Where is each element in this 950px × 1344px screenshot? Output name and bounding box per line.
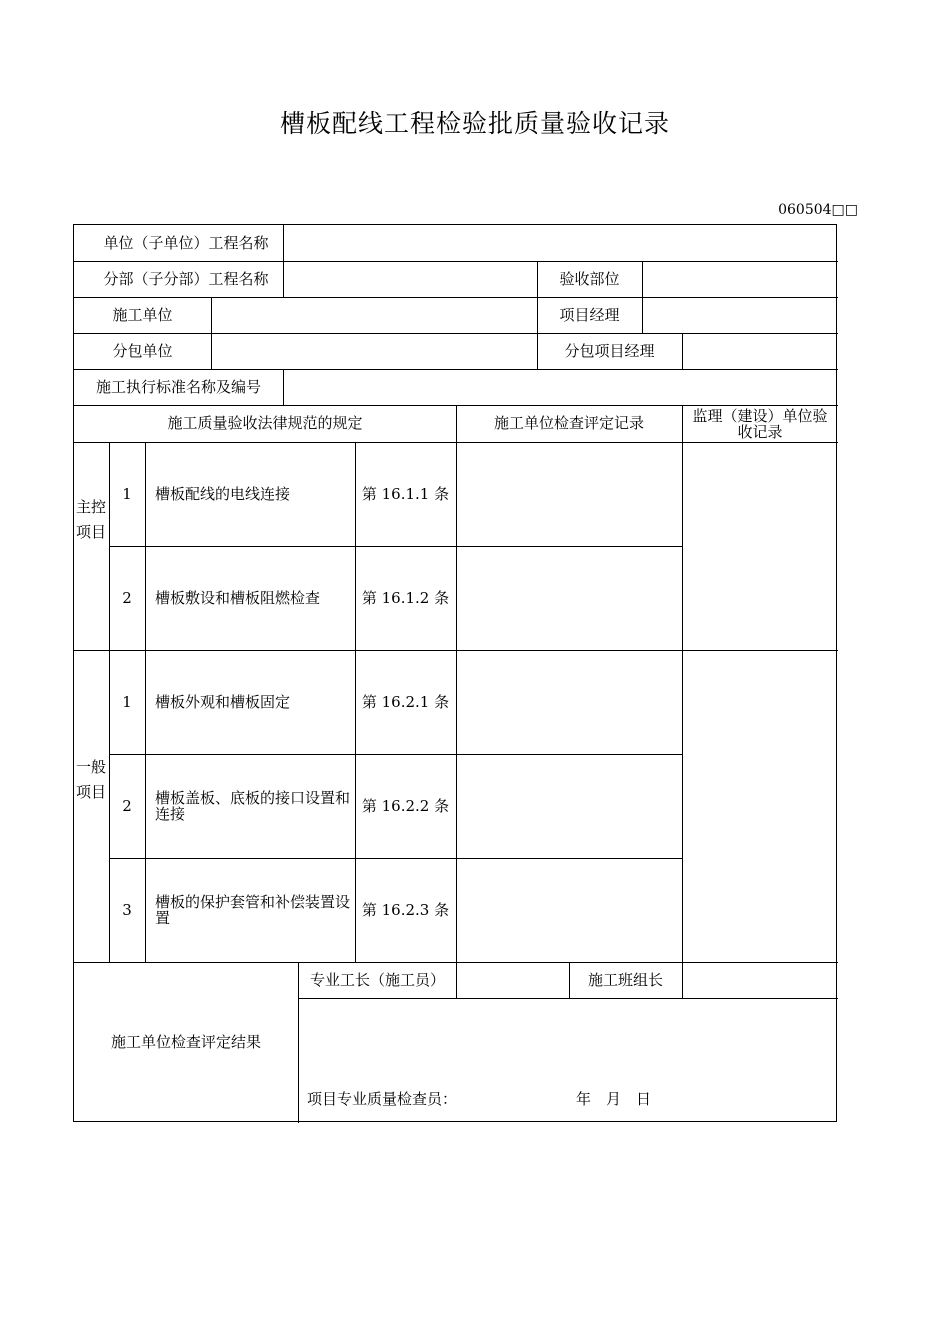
supervisor-record-column-header: 监理（建设）单位验收记录 [692, 406, 828, 441]
constructor-label: 施工单位 [112, 305, 173, 324]
main-item-no: 1 [122, 484, 132, 503]
team-leader-field[interactable] [689, 962, 835, 998]
inspection-form [73, 224, 837, 1122]
constructor-record-column-header: 施工单位检查评定记录 [493, 414, 644, 432]
general-item-name: 槽板盖板、底板的接口设置和连接 [155, 789, 351, 823]
constructor-field[interactable] [218, 297, 530, 333]
regulation-column-header: 施工质量验收法律规范的规定 [167, 414, 363, 432]
division-project-label: 分部（子分部）工程名称 [103, 269, 269, 288]
sub-project-manager-label: 分包项目经理 [564, 341, 655, 360]
main-item-record[interactable] [462, 546, 678, 650]
main-item-clause: 第 16.1.1 条 [361, 484, 450, 503]
general-item-no: 2 [122, 796, 132, 815]
form-code: 060504□□ [778, 202, 858, 218]
unit-project-field[interactable] [290, 225, 830, 261]
team-leader-label: 施工班组长 [587, 970, 663, 989]
acceptance-part-label: 验收部位 [559, 269, 620, 288]
general-item-no: 1 [122, 692, 132, 711]
general-item-record[interactable] [462, 754, 678, 858]
inspector-label: 项目专业质量检查员： [307, 1089, 458, 1108]
main-items-supervisor-record[interactable] [686, 442, 834, 650]
general-items-label: 一般项目 [75, 758, 106, 801]
general-items-supervisor-record[interactable] [686, 650, 834, 962]
project-manager-field[interactable] [649, 297, 835, 333]
page-title: 槽板配线工程检验批质量验收记录 [279, 109, 670, 138]
main-item-name: 槽板配线的电线连接 [155, 484, 291, 503]
main-item-name: 槽板敷设和槽板阻燃检查 [155, 588, 321, 607]
general-item-name: 槽板外观和槽板固定 [155, 692, 291, 711]
standard-label: 施工执行标准名称及编号 [95, 377, 261, 396]
general-item-no: 3 [122, 900, 132, 919]
project-manager-label: 项目经理 [559, 305, 620, 324]
sub-project-manager-field[interactable] [689, 333, 835, 369]
foreman-label: 专业工长（施工员） [310, 971, 446, 989]
division-project-field[interactable] [290, 261, 530, 297]
general-item-record[interactable] [462, 650, 678, 754]
general-item-name: 槽板的保护套管和补偿装置设置 [155, 893, 351, 927]
date-label: 年 月 日 [576, 1089, 652, 1108]
general-item-clause: 第 16.2.2 条 [361, 796, 450, 815]
subcontractor-field[interactable] [218, 333, 530, 369]
main-item-no: 2 [122, 588, 132, 607]
general-item-clause: 第 16.2.1 条 [361, 692, 450, 711]
subcontractor-label: 分包单位 [112, 341, 173, 360]
general-item-record[interactable] [462, 858, 678, 962]
main-item-clause: 第 16.1.2 条 [361, 588, 450, 607]
general-item-clause: 第 16.2.3 条 [361, 900, 450, 919]
unit-project-label: 单位（子单位）工程名称 [103, 233, 269, 252]
main-items-label: 主控项目 [75, 498, 106, 541]
result-label: 施工单位检查评定结果 [110, 1033, 261, 1051]
standard-field[interactable] [290, 369, 830, 405]
acceptance-part-field[interactable] [649, 261, 835, 297]
foreman-field[interactable] [462, 962, 566, 998]
main-item-record[interactable] [462, 442, 678, 546]
